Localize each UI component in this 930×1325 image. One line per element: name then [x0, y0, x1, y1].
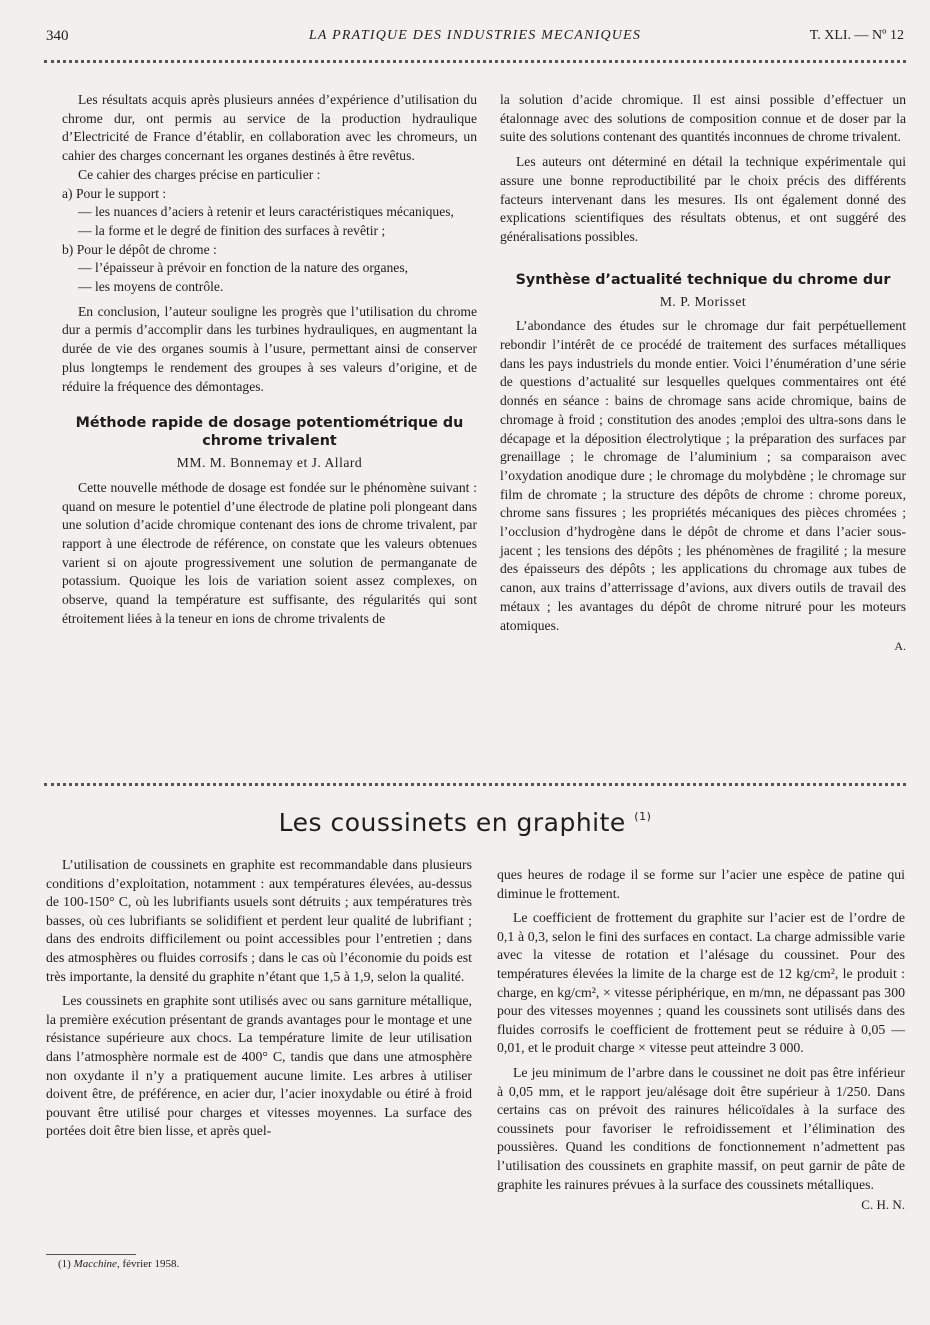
page-number: 340 — [46, 28, 69, 44]
paragraph: la solution d’acide chromique. Il est ainsi possible d’effectuer un étalonnage avec des solutions de composition connue et de doser par la suite des solutions contenant des quantités inconnues de chrome trivalent. — [500, 92, 906, 145]
issue-number: T. XLI. — Nº 12 — [809, 28, 904, 43]
article-title-text: Les coussinets en graphite — [278, 808, 626, 837]
journal-title: LA PRATIQUE DES INDUSTRIES MECANIQUES — [308, 28, 642, 43]
footnote-date: , février 1958. — [116, 1258, 180, 1270]
paragraph: Le jeu minimum de l’arbre dans le coussinet ne doit pas être inférieur à 0,05 mm, et le rapport jeu/alésage doit être supérieur à 1/250. Dans certains cas on prévoit des rainures hélicoïdales à la surface des coussinets pour favoriser le refroidissement et l’élimination des poussières. Quand les conditions de fonctionnement n’admettent pas l’utilisation des coussinets en graphite massif, on peut garnir de pâte de graphite les rainures prévues à la surface des coussinets métalliques. — [497, 1064, 905, 1192]
footnote — [58, 1258, 179, 1270]
list-item: b) Pour le dépôt de chrome : — [62, 241, 217, 257]
section-author: M. P. Morisset — [659, 293, 747, 309]
signature: C. H. N. — [861, 1197, 905, 1213]
page-header — [46, 28, 904, 48]
footnote-source: Macchine — [73, 1258, 117, 1270]
paragraph: En conclusion, l’auteur souligne les progrès que l’utilisation du chrome dur a permis d’accomplir dans les turbines hydrauliques, en augmentant la durée de vie des organes soumis à l’usure, permettant ainsi de conserver plus longtemps le rendement des groupes à ses valeurs d’origine, et de réduire la fréquence des démontages. — [62, 303, 477, 394]
section-title: Synthèse d’actualité technique du chrome dur — [515, 271, 891, 288]
paragraph: ques heures de rodage il se forme sur l’acier une espèce de patine qui diminue le frottement. — [497, 867, 905, 901]
paragraph: L’abondance des études sur le chromage dur fait perpétuellement rebondir l’intérêt de ce procédé de traitement des surfaces métalliques dans les pays industriels du monde entier. Voici l’énumération d’une série de questions d’actualité sur lesquelles quelques commentaires ont été donnés en séance : bains de chromage sans acide chromique, bains de chromage à froid ; constitution des anodes ;emploi des ultra-sons dans le décapage et la déposition électrolytique ; la préparation des surfaces par grenaillage ; le chromage de l’aluminium ; sa comparaison avec l’oxydation anodique dure ; le chromage du molybdène ; le chromage sur film de chromate ; la structure des dépôts de chrome : chrome poreux, chrome sans fissures ; les propriétés mécaniques des pièces chromées ; l’occlusion d’hydrogène dans le dépôt de chrome et dans l’acier sous-jacent ; les tensions des dépôts ; les phénomènes de fragilité ; la mesure des épaisseurs des dépôts ; les applications du chromage aux tubes de canon, aux trains d’atterrissage d’avions, aux divers outils de travail des métaux ; les avantages du dépôt de chrome nitruré pour les moteurs atomiques. — [500, 318, 906, 633]
paragraph: Les coussinets en graphite sont utilisés avec ou sans garniture métallique, la première exécution présentant de grands avantages pour le montage et une résistance supérieure aux chocs. La température limite de leur utilisation dans l’atmosphère normale est de 400° C, tandis que dans une atmosphère non oxydante il n’y a pratiquement aucune limite. Les arbres à utiliser doivent être, de préférence, en acier dur, l’acier inoxydable ou étiré à froid pouvant être utilisé pour charges et vitesses moyennes. La surface des portées doit être bien lisse, et après quel- — [46, 993, 472, 1139]
list-item: — la forme et le degré de finition des surfaces à revêtir ; — [78, 222, 386, 238]
section-author: MM. M. Bonnemay et J. Allard — [176, 455, 363, 471]
article-title — [0, 808, 930, 837]
footnote-rule — [46, 1254, 136, 1255]
section-title: Méthode rapide de dosage potentiométrique du chrome trivalent — [75, 415, 464, 450]
section-divider — [44, 783, 906, 786]
list-item: — les moyens de contrôle. — [78, 279, 224, 295]
header-divider — [44, 60, 906, 63]
paragraph: Ce cahier des charges précise en particulier : — [78, 166, 321, 182]
footnote-ref: (1) — [634, 810, 652, 823]
paragraph: L’utilisation de coussinets en graphite est recommandable dans plusieurs conditions d’exploitation, notamment : aux températures élevées, au-dessus de 100-150° C, où les lubrifiants usuels sont détruits ; aux températures très basses, où ces lubrifiants se solidifient et perdent leur qualité de lubrifiant ; dans des endroits difficilement ou point accessibles pour l’entretien ; dans des atmosphères ou fluides corrosifs ; dans le cas où l’économie du poids est très importante, la densité du graphite n’étant que 1,5 à 1,9, selon la qualité. — [46, 857, 472, 984]
footnote-mark: (1) — [58, 1258, 71, 1270]
paragraph: Les résultats acquis après plusieurs années d’expérience d’utilisation du chrome dur, ont permis au service de la production hydraulique d’Electricité de France d’établir, en collaboration avec les chromeurs, un cahier des charges concernant les organes destinés à être revêtus. — [62, 92, 477, 164]
article-right-column — [497, 866, 905, 1215]
list-item: — les nuances d’aciers à retenir et leurs caractéristiques mécaniques, — [78, 204, 454, 220]
paragraph: Les auteurs ont déterminé en détail la technique expérimentale qui assure une bonne reproductibilité par le choix précis des différents facteurs intervenant dans les mesures. Ils ont également donné des explications scientifiques des résultats obtenus, et ont suggéré des généralisations possibles. — [500, 154, 906, 244]
paragraph: Cette nouvelle méthode de dosage est fondée sur le phénomène suivant : quand on mesure le potentiel d’une électrode de platine poli plongeant dans une solution d’acide chromique contenant des ions de chrome trivalent, par rapport à une électrode de référence, on constate que les valeurs obtenues varient si on ajoute progressivement une solution de permanganate de potassium. Quoique les lois de variation soient assez complexes, on observe, quand la température est suffisante, des régularités qui sont étroitement liées à la teneur en ions de chrome trivalents de — [62, 479, 477, 626]
paragraph: Le coefficient de frottement du graphite sur l’acier est de l’ordre de 0,1 à 0,3, selon le fini des surfaces en contact. La charge admissible varie avec la vitesse de rotation et l’alésage du coussinet. Pour des températures élevées la limite de la charge est de 12 kg/cm², le produit : charge, en kg/cm², × vitesse périphérique, en m/mn, ne dépassant pas 300 pour des vitesses moyennes ; quand les coussinets sont utilisés dans des fluides corrosifs le coefficient de frottement peut se réduire à 0,05 — 0,01, et le produit charge × vitesse peut atteindre 3 000. — [497, 910, 905, 1056]
article-left-column — [46, 856, 472, 1141]
top-right-column — [500, 91, 906, 656]
top-left-column — [62, 91, 477, 629]
list-item: a) Pour le support : — [62, 185, 167, 201]
signature: A. — [894, 639, 906, 654]
list-item: — l’épaisseur à prévoir en fonction de la nature des organes, — [78, 260, 409, 276]
